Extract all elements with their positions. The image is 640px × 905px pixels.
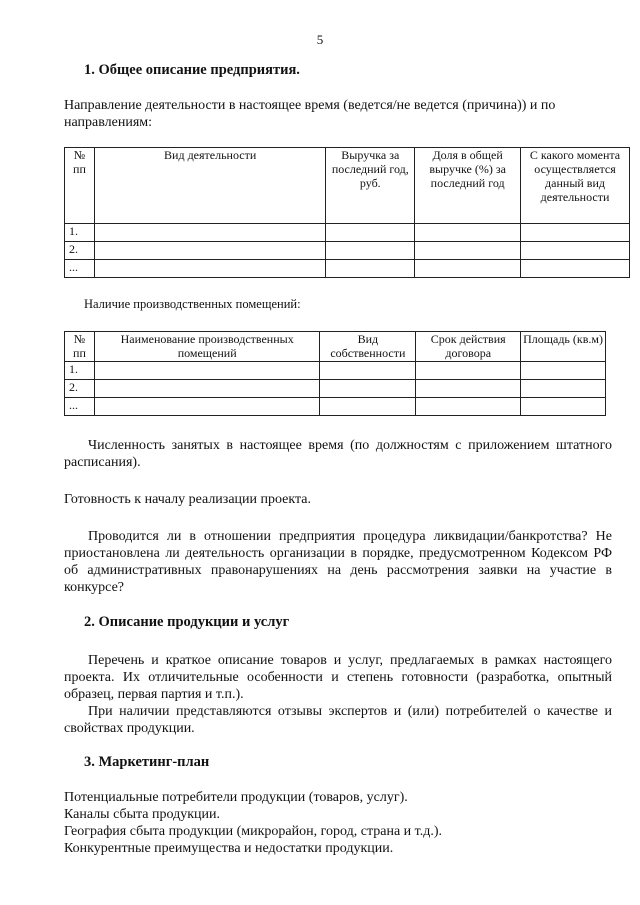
table-cell <box>416 398 521 416</box>
section1-heading: 1. Общее описание предприятия. <box>84 62 300 78</box>
readiness-paragraph: Готовность к началу реализации проекта. <box>64 492 312 507</box>
row-number: ... <box>65 398 95 416</box>
table-cell <box>416 362 521 380</box>
table-header-row <box>65 148 630 224</box>
table-cell <box>415 260 521 278</box>
table-cell <box>320 362 416 380</box>
table-row <box>65 398 606 416</box>
column-header: Площадь (кв.м) <box>521 332 606 362</box>
column-header: Доля в общей выручке (%) за последний год <box>415 148 521 224</box>
table-row <box>65 260 630 278</box>
liquidation-paragraph: Проводится ли в отношении предприятия процедура ликвидации/банкротства? Не приостановлена ли деятельность организации в порядке, предусмотренном Кодексом РФ об административных правонарушениях на день рассмотрения заявки на участие в конкурсе? <box>64 529 612 595</box>
column-header: С какого момента осуществляется данный вид деятельности <box>521 148 630 224</box>
table-cell <box>415 224 521 242</box>
column-header: № пп <box>65 332 95 362</box>
table-cell <box>415 242 521 260</box>
row-number: 1. <box>65 362 95 380</box>
table-cell <box>94 260 325 278</box>
reviews-paragraph: При наличии представляются отзывы экспертов и (или) потребителей о качестве и свойствах продукции. <box>64 704 612 736</box>
row-number: 2. <box>65 380 95 398</box>
column-header: № пп <box>65 148 95 224</box>
products-paragraph: Перечень и краткое описание товаров и услуг, предлагаемых в рамках настоящего проекта. Их отличительные особенности и степень готовности (разработка, опытный образец, первая партия и т.п.). <box>64 653 612 702</box>
table-cell <box>521 362 606 380</box>
column-header: Вид собственности <box>320 332 416 362</box>
table-cell <box>326 224 415 242</box>
list-item: Конкурентные преимущества и недостатки продукции. <box>64 841 394 856</box>
table-cell <box>521 398 606 416</box>
column-header: Наименование производственных помещений <box>94 332 319 362</box>
premises-table <box>64 331 606 416</box>
table-row <box>65 362 606 380</box>
activities-table <box>64 147 630 278</box>
list-item: Каналы сбыта продукции. <box>64 807 220 822</box>
list-item: Потенциальные потребители продукции (товаров, услуг). <box>64 790 408 805</box>
column-header: Срок действия договора <box>416 332 521 362</box>
table-row <box>65 224 630 242</box>
table-cell <box>521 380 606 398</box>
table-cell <box>94 398 319 416</box>
table-cell <box>521 242 630 260</box>
table-cell <box>320 380 416 398</box>
table-cell <box>521 224 630 242</box>
row-number: 1. <box>65 224 95 242</box>
column-header: Выручка за последний год, руб. <box>326 148 415 224</box>
table-cell <box>326 260 415 278</box>
section1-intro: Направление деятельности в настоящее время (ведется/не ведется (причина)) и по направлениям: <box>64 98 556 130</box>
table-cell <box>94 380 319 398</box>
row-number: 2. <box>65 242 95 260</box>
list-item: География сбыта продукции (микрорайон, город, страна и т.д.). <box>64 824 442 839</box>
table-cell <box>416 380 521 398</box>
row-number: ... <box>65 260 95 278</box>
staff-paragraph: Численность занятых в настоящее время (по должностям с приложением штатного расписания). <box>64 438 612 470</box>
table-cell <box>521 260 630 278</box>
section3-heading: 3. Маркетинг-план <box>84 754 210 770</box>
page-number: 5 <box>316 32 324 47</box>
table-cell <box>320 398 416 416</box>
premises-label: Наличие производственных помещений: <box>84 297 301 311</box>
table-row <box>65 380 606 398</box>
table-header-row <box>65 332 606 362</box>
table-cell <box>94 224 325 242</box>
column-header: Вид деятельности <box>94 148 325 224</box>
table-cell <box>326 242 415 260</box>
table-row <box>65 242 630 260</box>
section2-heading: 2. Описание продукции и услуг <box>84 614 290 630</box>
table-cell <box>94 242 325 260</box>
marketing-list <box>64 789 612 857</box>
table-cell <box>94 362 319 380</box>
